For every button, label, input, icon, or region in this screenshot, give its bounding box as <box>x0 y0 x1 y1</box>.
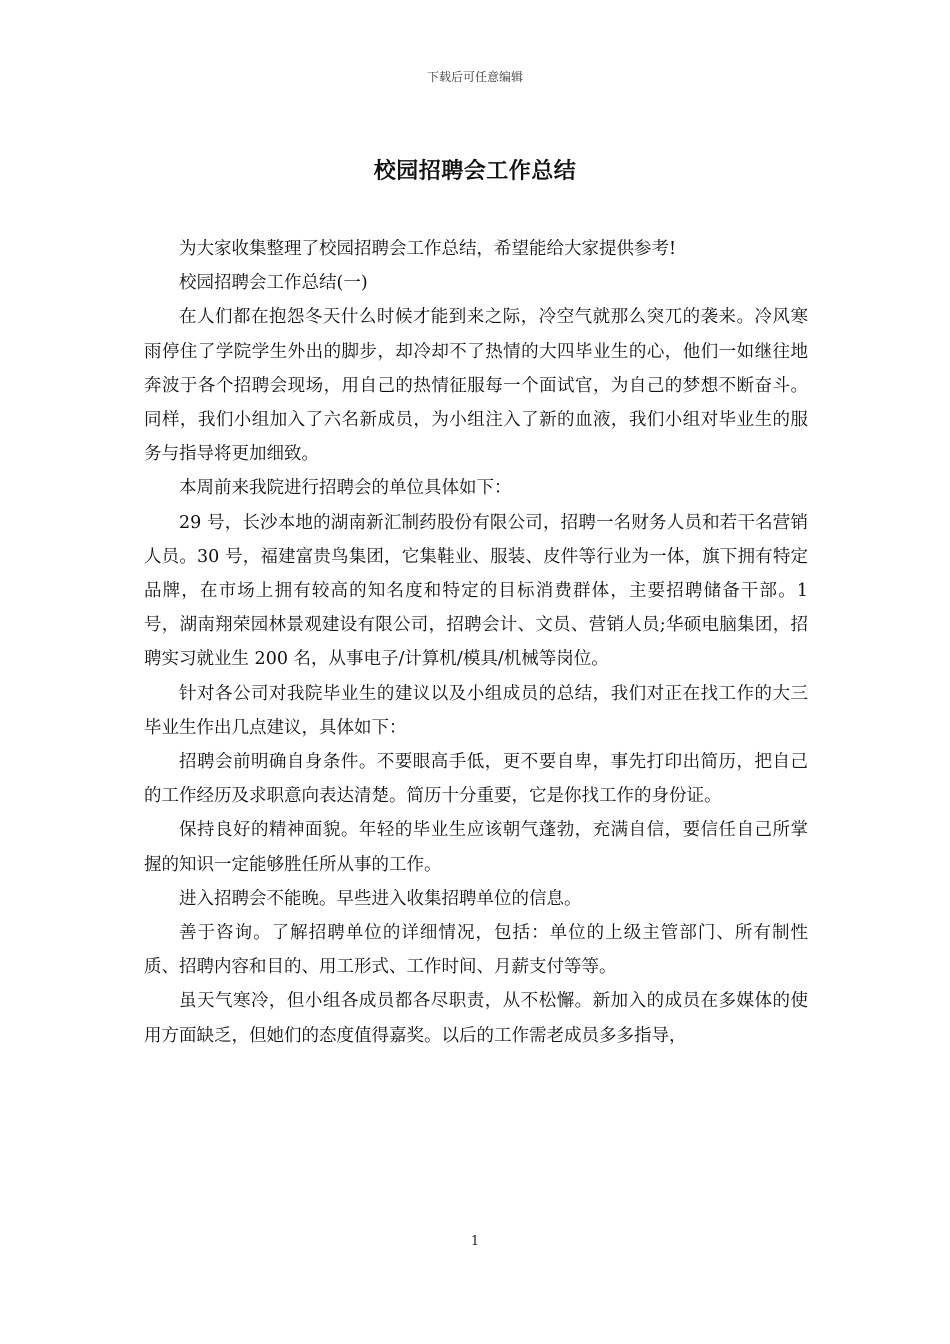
paragraph-section-heading: 校园招聘会工作总结(一) <box>179 273 368 294</box>
paragraph: 招聘会前明确自身条件。不要眼高手低，更不要自卑，事先打印出简历，把自己的工作经历及求职意向表达清楚。简历十分重要，它是你找工作的身份证。 <box>144 752 808 807</box>
document-body <box>144 232 808 1053</box>
paragraph: 保持良好的精神面貌。年轻的毕业生应该朝气蓬勃，充满自信，要信任自己所掌握的知识一定能够胜任所从事的工作。 <box>144 820 808 875</box>
paragraph: 进入招聘会不能晚。早些进入收集招聘单位的信息。 <box>179 888 582 909</box>
paragraph: 29 号，长沙本地的湖南新汇制药股份有限公司，招聘一名财务人员和若干名营销人员。30 号，福建富贵鸟集团，它集鞋业、服装、皮件等行业为一体，旗下拥有特定品牌，在市场上拥有较高的知名度和特定的目标消费群体，主要招聘储备干部。1 号，湖南翔荣园林景观建设有限公司，招聘会计、文员、营销人员;华硕电脑集团，招聘实习就业生 200 名，从事电子/计算机/模具/机械等岗位。 <box>144 512 808 670</box>
paragraph-intro: 为大家收集整理了校园招聘会工作总结，希望能给大家提供参考! <box>179 239 677 259</box>
paragraph: 本周前来我院进行招聘会的单位具体如下： <box>179 478 512 499</box>
document-title: 校园招聘会工作总结 <box>373 159 577 184</box>
paragraph: 善于咨询。了解招聘单位的详细情况，包括：单位的上级主管部门、所有制性质、招聘内容和目的、用工形式、工作时间、月薪支付等等。 <box>144 923 808 978</box>
header-note: 下载后可任意编辑 <box>426 70 523 84</box>
paragraph: 针对各公司对我院毕业生的建议以及小组成员的总结，我们对正在找工作的大三毕业生作出几点建议，具体如下： <box>144 683 808 738</box>
paragraph: 虽天气寒冷，但小组各成员都各尽职责，从不松懈。新加入的成员在多媒体的使用方面缺乏，但她们的态度值得嘉奖。以后的工作需老成员多多指导， <box>144 991 808 1046</box>
page-number: 1 <box>470 1234 480 1249</box>
paragraph: 在人们都在抱怨冬天什么时候才能到来之际，冷空气就那么突兀的袭来。冷风寒雨停住了学院学生外出的脚步，却冷却不了热情的大四毕业生的心，他们一如继往地奔波于各个招聘会现场，用自己的热情征服每一个面试官，为自己的梦想不断奋斗。同样，我们小组加入了六名新成员，为小组注入了新的血液，我们小组对毕业生的服务与指导将更加细致。 <box>144 307 808 465</box>
